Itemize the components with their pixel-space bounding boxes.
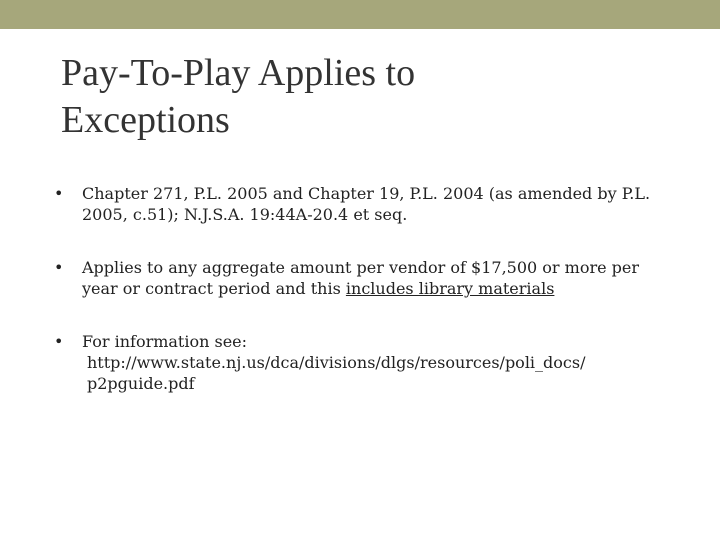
guide-url-line-1: http://www.state.nj.us/dca/divisions/dlgs/resources/poli_docs/ (87, 353, 586, 372)
bullet-list (50, 183, 660, 426)
bullet-information-label: For information see: (82, 332, 248, 351)
bullet-information (50, 331, 660, 394)
bullet-threshold (50, 257, 660, 299)
guide-url-line-2: p2pguide.pdf (87, 374, 195, 393)
underlined-library-materials: includes library materials (345, 279, 555, 298)
bullet-marker: • (54, 332, 64, 351)
slide-title-line-1: Pay-To-Play Applies to (61, 52, 416, 94)
slide-title-line-2: Exceptions (61, 99, 230, 141)
bullet-marker: • (54, 258, 64, 277)
bullet-marker: • (54, 184, 64, 203)
bullet-statute-text: Chapter 271, P.L. 2005 and Chapter 19, P.L. 2004 (as amended by P.L. 2005, c.51); N.J.S.A. 19:44A-20.4 et seq. (82, 184, 651, 224)
slide-title (61, 50, 681, 144)
bullet-threshold-text: Applies to any aggregate amount per vendor of $17,500 or more per year or contract period and this (82, 258, 640, 298)
top-accent-band (0, 0, 720, 29)
bullet-statute (50, 183, 660, 225)
